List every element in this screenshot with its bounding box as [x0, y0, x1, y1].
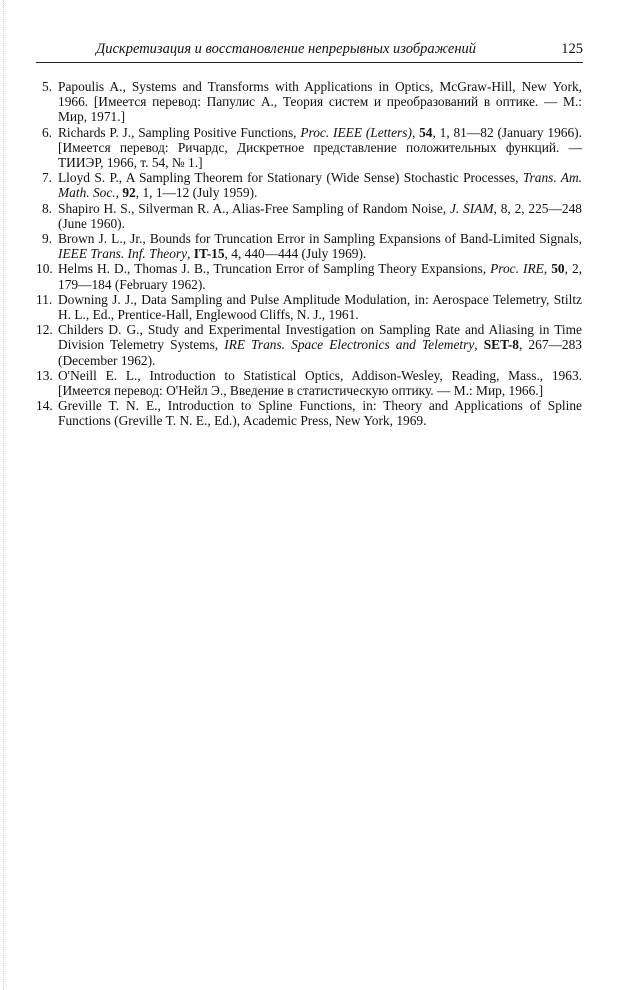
- reference-text: [58, 170, 582, 200]
- reference-item: [36, 398, 582, 428]
- reference-item: [36, 292, 582, 322]
- reference-item: [36, 261, 582, 291]
- reference-text: [58, 322, 582, 368]
- reference-text-segment: Shapiro H. S., Silverman R. A., Alias-Free Sampling of Random Noise,: [58, 200, 450, 216]
- reference-number: 7.: [41, 170, 52, 186]
- reference-item: [36, 201, 582, 231]
- reference-text-segment: Richards P. J., Sampling Positive Functions,: [58, 124, 301, 140]
- reference-text-segment: , 4, 440—444 (July 1969).: [224, 246, 367, 262]
- reference-text: [58, 398, 582, 428]
- reference-number: 13.: [36, 367, 53, 383]
- reference-volume: 50: [551, 261, 565, 277]
- reference-source-title: Trans. Am. Math. Soc.: [58, 170, 583, 201]
- reference-number: 9.: [41, 231, 52, 247]
- reference-number: 5.: [41, 79, 52, 94]
- reference-text-segment: ,: [543, 261, 552, 277]
- reference-text-segment: , 267—283 (December 1962).: [58, 337, 582, 368]
- reference-text-segment: ,: [115, 185, 123, 201]
- reference-text: [58, 261, 582, 291]
- reference-text-segment: ,: [187, 246, 194, 262]
- reference-text-segment: Papoulis A., Systems and Transforms with Applications in Optics, McGraw-Hill, New York, 1966. [Имеется перевод: Папулис А., Теория систем и преобразований в оптике. — М.: Мир, 1971.]: [58, 79, 582, 125]
- reference-number: 8.: [41, 200, 52, 216]
- reference-source-title: IRE Trans. Space Electronics and Telemetry: [224, 337, 475, 353]
- reference-text: [58, 231, 582, 261]
- reference-volume: 54: [419, 124, 433, 140]
- reference-volume: 92: [122, 185, 136, 201]
- reference-number: 10.: [36, 261, 53, 277]
- reference-number: 6.: [41, 124, 52, 140]
- reference-item: [36, 170, 582, 200]
- reference-text-segment: Helms H. D., Thomas J. B., Truncation Error of Sampling Theory Expansions,: [58, 261, 491, 277]
- reference-text: [58, 79, 582, 125]
- reference-text: [58, 125, 582, 171]
- reference-volume: SET-8: [483, 337, 519, 353]
- reference-text-segment: Lloyd S. P., A Sampling Theorem for Stationary (Wide Sense) Stochastic Processes,: [58, 170, 523, 186]
- reference-number: 12.: [36, 322, 53, 338]
- reference-text-segment: Downing J. J., Data Sampling and Pulse Amplitude Modulation, in: Aerospace Telemetry, Stiltz H. L., Ed., Prentice-Hall, Englewood Cliffs, N. J., 1961.: [58, 291, 582, 323]
- reference-item: [36, 368, 582, 398]
- reference-text-segment: ,: [411, 124, 420, 140]
- reference-source-title: IEEE Trans. Inf. Theory: [58, 246, 188, 262]
- reference-text-segment: ,: [474, 337, 484, 353]
- reference-item: [36, 231, 582, 261]
- reference-number: 14.: [36, 398, 53, 414]
- reference-text-segment: O'Neill E. L., Introduction to Statistical Optics, Addison-Wesley, Reading, Mass., 1963. [Имеется перевод: О'Нейл Э., Введение в статистическую оптику. — М.: Мир, 1966.]: [58, 367, 582, 399]
- reference-source-title: Proc. IEEE (Letters): [300, 124, 412, 140]
- reference-text: [58, 368, 582, 398]
- reference-source-title: Proc. IRE: [490, 261, 544, 277]
- reference-number: 11.: [36, 291, 53, 307]
- page-header: [36, 40, 583, 63]
- reference-text: [58, 292, 582, 322]
- running-title: Дискретизация и восстановление непрерывных изображений: [96, 41, 477, 57]
- page-number: 125: [561, 41, 583, 57]
- reference-text-segment: , 1, 81—82 (January 1966). [Имеется перевод: Ричардс, Дискретное представление положительных функций. — ТИИЭР, 1966, т. 54, № 1.]: [58, 124, 582, 171]
- reference-list: [36, 79, 582, 429]
- reference-text: [58, 201, 582, 231]
- reference-text-segment: , 8, 2, 225—248 (June 1960).: [58, 200, 582, 231]
- reference-item: [36, 125, 582, 171]
- reference-text-segment: Brown J. L., Jr., Bounds for Truncation Error in Sampling Expansions of Band-Limited Signals,: [58, 231, 582, 247]
- reference-text-segment: Childers D. G., Study and Experimental Investigation on Sampling Rate and Aliasing in Time Division Telemetry Systems,: [58, 322, 582, 353]
- reference-text-segment: , 1, 1—12 (July 1959).: [135, 185, 258, 201]
- reference-item: [36, 322, 582, 368]
- reference-text-segment: , 2, 179—184 (February 1962).: [58, 261, 583, 292]
- scan-edge-divider: [3, 0, 4, 990]
- reference-text-segment: Greville T. N. E., Introduction to Spline Functions, in: Theory and Applications of Spline Functions (Greville T. N. E., Ed.), Academic Press, New York, 1969.: [58, 398, 582, 429]
- reference-source-title: J. SIAM: [449, 200, 494, 216]
- reference-item: [36, 79, 582, 125]
- reference-volume: IT-15: [193, 246, 225, 262]
